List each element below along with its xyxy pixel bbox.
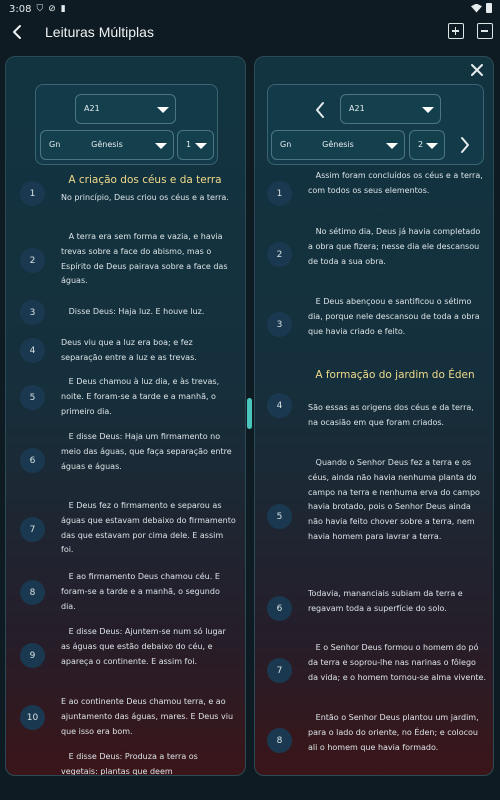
status-bar bbox=[0, 0, 500, 18]
back-button[interactable] bbox=[8, 20, 32, 46]
version-value: A21 bbox=[84, 104, 100, 113]
remove-panel-button[interactable] bbox=[477, 23, 493, 39]
wifi-icon bbox=[471, 4, 482, 13]
chevron-down-icon bbox=[155, 143, 167, 149]
verse-text: E ao firmamento Deus chamou céu. E foram-se a tarde e a manhã, o segundo dia. bbox=[61, 572, 223, 611]
chapter-value: 2 bbox=[418, 140, 424, 149]
chevron-down-icon bbox=[386, 143, 398, 149]
page-title: Leituras Múltiplas bbox=[45, 24, 154, 40]
book-name: Gênesis bbox=[322, 140, 354, 149]
verse-text: São essas as origens dos céus e da terra, na ocasião em que foram criados. bbox=[308, 403, 474, 427]
reading-panel-left bbox=[5, 56, 246, 776]
verse-text: E Deus fez o firmamento e separou as águas que estavam debaixo do firmamento das que estavam por cima dele. E assim foi. bbox=[61, 501, 239, 555]
verse-number: 5 bbox=[267, 504, 292, 529]
version-value: A21 bbox=[349, 104, 365, 113]
version-dropdown[interactable] bbox=[340, 94, 441, 124]
chevron-down-icon bbox=[157, 107, 169, 113]
chapter-dropdown[interactable] bbox=[177, 130, 214, 160]
battery-icon bbox=[486, 3, 492, 13]
section-heading: A criação dos céus e da terra bbox=[68, 174, 222, 186]
verse-number: 10 bbox=[20, 705, 45, 730]
next-chapter-button[interactable] bbox=[457, 134, 473, 156]
verse-number: 6 bbox=[267, 596, 292, 621]
previous-chapter-button[interactable] bbox=[312, 99, 328, 121]
book-dropdown[interactable] bbox=[271, 130, 405, 160]
verse-text: Assim foram concluídos os céus e a terra, com todos os seus elementos. bbox=[308, 171, 486, 195]
verse-number: 4 bbox=[267, 393, 292, 418]
verse-text: E Deus chamou à luz dia, e às trevas, noite. E foram-se a tarde e a manhã, o primeiro dia. bbox=[61, 377, 222, 416]
chapter-dropdown[interactable] bbox=[409, 130, 445, 160]
verse-number: 9 bbox=[20, 643, 45, 668]
version-dropdown[interactable] bbox=[75, 94, 176, 124]
chevron-down-icon bbox=[426, 143, 438, 149]
verse-text: A terra era sem forma e vazia, e havia trevas sobre a face do abismo, mas o Espírito de Deus pairava sobre a face das águas. bbox=[61, 232, 231, 286]
verse-number: 4 bbox=[20, 338, 45, 363]
panel-resize-handle[interactable] bbox=[247, 398, 252, 429]
verse-text: Todavia, mananciais subiam da terra e regavam toda a superfície do solo. bbox=[308, 589, 463, 613]
status-time: 3:08 bbox=[9, 3, 32, 15]
verse-number: 1 bbox=[267, 181, 292, 206]
close-panel-button[interactable] bbox=[470, 63, 484, 77]
chevron-down-icon bbox=[422, 107, 434, 113]
add-panel-button[interactable] bbox=[448, 23, 464, 39]
book-dropdown[interactable] bbox=[40, 130, 174, 160]
verse-number: 8 bbox=[20, 580, 45, 605]
verse-number: 2 bbox=[20, 248, 45, 273]
verse-text: E ao continente Deus chamou terra, e ao ajuntamento das águas, mares. E Deus viu que isso era bom. bbox=[61, 697, 234, 736]
verse-text: E disse Deus: Ajuntem-se num só lugar as águas que estão debaixo do céu, e apareça o continente. E assim foi. bbox=[61, 627, 229, 666]
verse-number: 7 bbox=[20, 517, 45, 542]
verse-text: Deus viu que a luz era boa; e fez separação entre a luz e as trevas. bbox=[61, 338, 197, 362]
chapter-value: 1 bbox=[186, 140, 192, 149]
verse-text: E disse Deus: Produza a terra os vegetais: plantas que deem bbox=[61, 752, 201, 776]
verse-text: E o Senhor Deus formou o homem do pó da terra e soprou-lhe nas narinas o fôlego da vida; e o homem tornou-se alma vivente. bbox=[308, 643, 486, 682]
verse-text: Disse Deus: Haja luz. E houve luz. bbox=[61, 307, 205, 316]
selector-box bbox=[267, 84, 484, 165]
verse-number: 7 bbox=[267, 658, 292, 683]
verse-text: No sétimo dia, Deus já havia completado a obra que fizera; nesse dia ele descansou de toda a sua obra. bbox=[308, 227, 483, 266]
app-bar bbox=[0, 18, 500, 50]
verse-number: 3 bbox=[267, 312, 292, 337]
verse-number: 6 bbox=[20, 448, 45, 473]
verse-text: E disse Deus: Haja um firmamento no meio das águas, que faça separação entre águas e águas. bbox=[61, 432, 235, 471]
verse-text: E Deus abençoou e santificou o sétimo dia, porque nele descansou de toda a obra que havia criado e feito. bbox=[308, 297, 483, 336]
circle-icon: ⊘ bbox=[48, 4, 56, 14]
verse-number: 8 bbox=[267, 728, 292, 753]
verse-number: 5 bbox=[20, 385, 45, 410]
verse-number: 1 bbox=[20, 181, 45, 206]
arrow-back-icon bbox=[8, 20, 28, 44]
book-name: Gênesis bbox=[91, 140, 123, 149]
verse-number: 2 bbox=[267, 242, 292, 267]
section-heading: A formação do jardim do Éden bbox=[315, 369, 475, 381]
verse-number: 3 bbox=[20, 300, 45, 325]
book-abbr: Gn bbox=[280, 140, 292, 149]
verse-text: Quando o Senhor Deus fez a terra e os céus, ainda não havia nenhuma planta do campo na terra e nenhuma erva do campo havia brotado, pois o Senhor Deus ainda não havia feito chover sobre a terra, nem havia homem para lavrar a terra. bbox=[308, 458, 483, 541]
verse-text: No princípio, Deus criou os céus e a terra. bbox=[61, 193, 229, 202]
selector-box bbox=[35, 84, 218, 165]
verse-text: Então o Senhor Deus plantou um jardim, para o lado do oriente, no Éden; e colocou ali o homem que havia formado. bbox=[308, 713, 482, 752]
sd-card-icon: ▮ bbox=[60, 4, 66, 14]
reading-panel-right bbox=[254, 56, 494, 776]
chevron-down-icon bbox=[195, 143, 207, 149]
shield-icon: ⛉ bbox=[36, 4, 44, 14]
book-abbr: Gn bbox=[49, 140, 61, 149]
